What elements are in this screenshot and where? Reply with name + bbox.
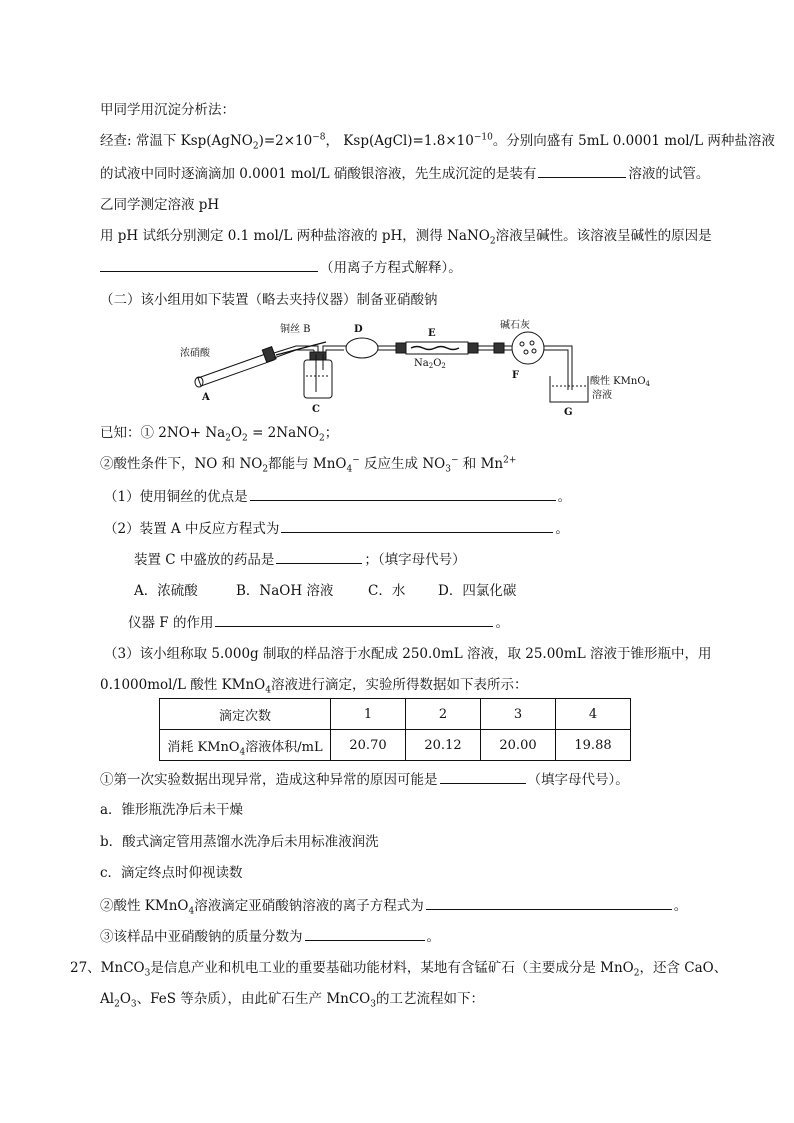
answer-blank-q3b[interactable] bbox=[426, 896, 672, 910]
label-copper-wire: 铜丝 B bbox=[280, 324, 311, 335]
ionic-equation-line: （用离子方程式解释）。 bbox=[100, 258, 462, 277]
question-2-c: 装置 C 中盛放的药品是 ；（填字母代号） bbox=[134, 552, 466, 568]
options-row bbox=[134, 582, 516, 600]
table-header-run: 4 bbox=[556, 699, 631, 730]
answer-blank-q1[interactable] bbox=[250, 487, 556, 501]
table-cell-volume: 20.00 bbox=[481, 730, 556, 761]
table-row bbox=[160, 699, 631, 730]
option-a: A．浓硫酸 bbox=[134, 583, 198, 599]
answer-blank-q2c[interactable] bbox=[276, 550, 362, 564]
label-conc-nitric: 浓硝酸 bbox=[180, 348, 210, 359]
option-c: C．水 bbox=[368, 583, 406, 599]
label-c: C bbox=[312, 404, 320, 415]
label-e: E bbox=[428, 328, 436, 339]
yi-title: 乙同学测定溶液 pH bbox=[100, 197, 220, 213]
option-d: D．四氯化碳 bbox=[438, 583, 517, 599]
ph-line: 用 pH 试纸分别测定 0.1 mol/L 两种盐溶液的 pH，测得 NaNO$_2$溶液呈碱性。该溶液呈碱性的原因是 bbox=[100, 228, 712, 247]
label-a: A bbox=[202, 392, 210, 403]
known-2: ②酸性条件下，NO 和 $NO_2$都能与 MnO$_4$− 反应生成 $NO_3^-$ 和 $Mn^{2+}$ bbox=[100, 455, 517, 475]
table-cell-volume: 19.88 bbox=[556, 730, 631, 761]
answer-blank-q3c[interactable] bbox=[305, 927, 425, 941]
beaker-g bbox=[550, 376, 588, 402]
table-row bbox=[160, 730, 631, 761]
question-27-line1: 27、MnCO$_3$是信息产业和机电工业的重要基础功能材料，某地有含锰矿石（主要成分是 MnO$_2$，还含 CaO、 bbox=[70, 960, 728, 979]
question-1: （1）使用铜丝的优点是 。 bbox=[104, 489, 572, 505]
table-header-label: 滴定次数 bbox=[160, 699, 331, 730]
question-2: （2）装置 A 中反应方程式为 。 bbox=[104, 521, 569, 537]
question-3b: ②酸性 KMnO$_4$溶液滴定亚硝酸钠溶液的离子方程式为 。 bbox=[100, 898, 688, 917]
question-3-line1: （3）该小组称取 5.000g 制取的样品溶于水配成 250.0mL 溶液，取 25.00mL 溶液于锥形瓶中，用 bbox=[104, 646, 712, 662]
question-3a: ①第一次实验数据出现异常，造成这种异常的原因可能是 （填字母代号）。 bbox=[100, 772, 629, 788]
question-3-line2: 0.1000mol/L 酸性 KMnO$_4$溶液进行滴定，实验所得数据如下表所示： bbox=[100, 677, 528, 696]
label-soda-lime: 碱石灰 bbox=[500, 320, 530, 331]
question-2-f: 仪器 F 的作用 。 bbox=[128, 615, 509, 631]
answer-blank-q3a[interactable] bbox=[440, 770, 526, 784]
answer-blank-precipitate[interactable] bbox=[538, 164, 626, 178]
label-solution: 溶液 bbox=[592, 390, 612, 401]
reason-b: b．酸式滴定管用蒸馏水洗净后未用标准液润洗 bbox=[100, 834, 379, 850]
answer-blank-q2f[interactable] bbox=[215, 613, 493, 627]
question-27-line2: $Al_2O_3$、FeS 等杂质），由此矿石生产 MnCO$_3$的工艺流程如下： bbox=[100, 991, 484, 1010]
jia-title: 甲同学用沉淀分析法： bbox=[100, 102, 235, 118]
option-b: B．NaOH 溶液 bbox=[236, 583, 334, 599]
drying-tube-f bbox=[512, 332, 544, 364]
known-1: 已知：① $2NO+ Na_2O_2$ = 2NaNO$_2$； bbox=[100, 425, 339, 444]
answer-blank-ionic-equation[interactable] bbox=[100, 258, 318, 272]
drying-tube-d bbox=[346, 338, 378, 358]
label-kmno4: 酸性 KMnO$_4$ bbox=[590, 376, 650, 388]
reason-c: c．滴定终点时仰视读数 bbox=[100, 865, 243, 881]
label-g: G bbox=[564, 407, 573, 418]
label-na2o2: $Na_2O_2$ bbox=[414, 358, 446, 370]
table-cell-volume: 20.70 bbox=[331, 730, 406, 761]
table-header-run: 1 bbox=[331, 699, 406, 730]
table-header-run: 2 bbox=[406, 699, 481, 730]
label-f: F bbox=[512, 370, 520, 381]
ksp-line: 经查: 常温下 $Ksp(AgNO_2)=2\times 10^{-8}$， $Ksp(AgCl)=1.8\times 10^{-10}$。分别向盛有 5mL 0.0001 mol/L 两种盐溶液 bbox=[100, 132, 775, 152]
table-cell-volume: 20.12 bbox=[406, 730, 481, 761]
titration-table bbox=[159, 698, 631, 761]
bottle-c bbox=[304, 360, 332, 398]
table-header-run: 3 bbox=[481, 699, 556, 730]
label-d: D bbox=[354, 324, 363, 335]
part2-title: （二）该小组用如下装置（略去夹持仪器）制备亚硝酸钠 bbox=[100, 292, 438, 308]
question-3c: ③该样品中亚硝酸钠的质量分数为 。 bbox=[100, 929, 440, 945]
apparatus-diagram bbox=[176, 318, 650, 418]
table-row-label: 消耗 KMnO$_4$溶液体积/mL bbox=[160, 730, 331, 761]
precipitate-question: 的试液中同时逐滴滴加 0.0001 mol/L 硝酸银溶液，先生成沉淀的是装有 溶液的试管。 bbox=[100, 166, 710, 182]
answer-blank-q2[interactable] bbox=[281, 519, 553, 533]
reason-a: a．锥形瓶洗净后未干燥 bbox=[100, 802, 244, 818]
